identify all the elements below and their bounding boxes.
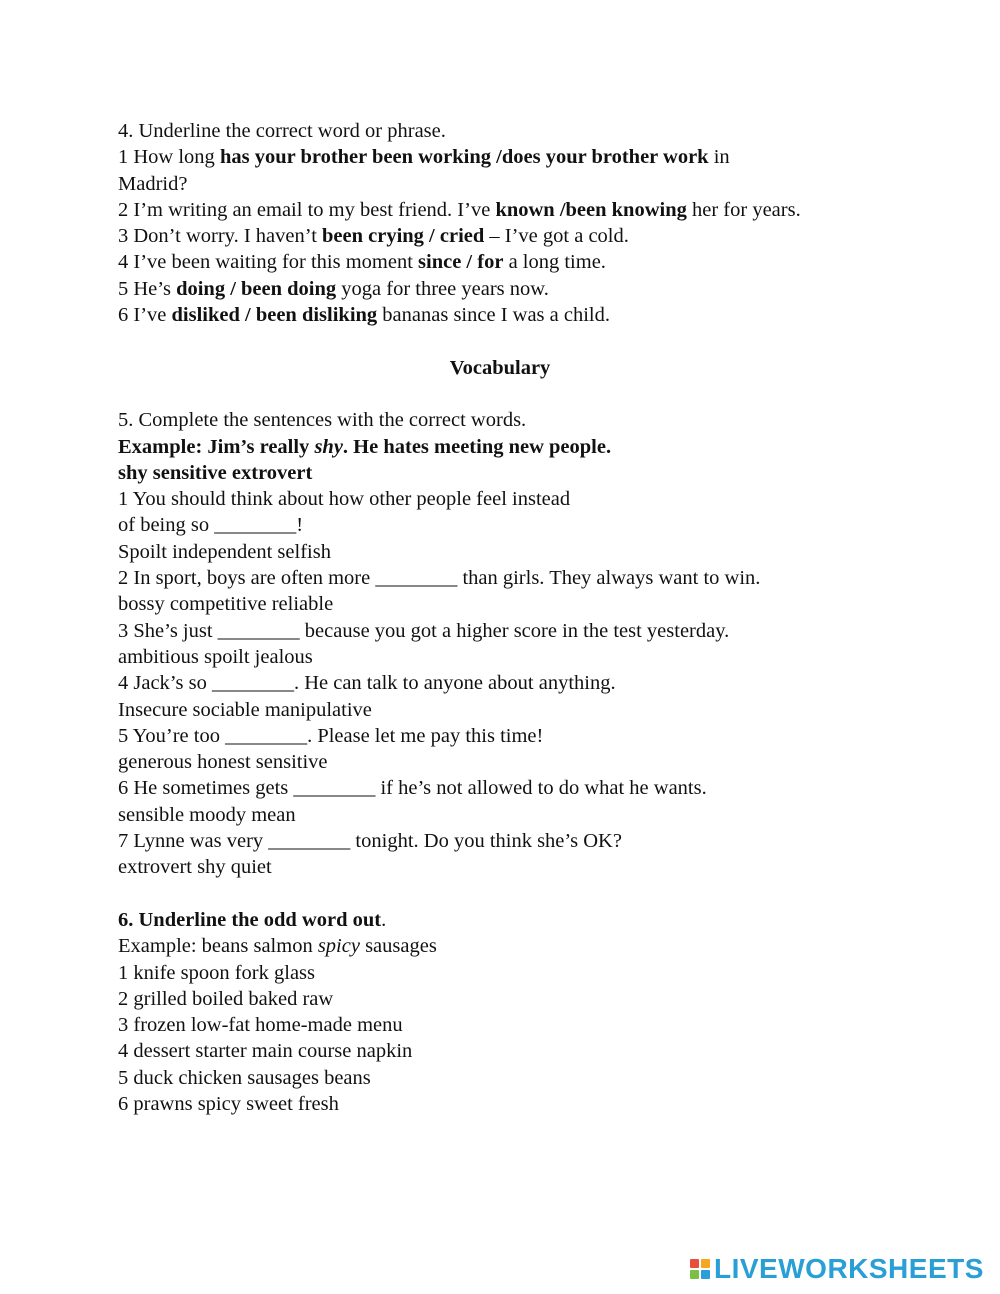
exercise-4-item-1 bbox=[118, 144, 898, 170]
example-text: Example: Jim’s really bbox=[118, 435, 315, 458]
item-text: bananas since I was a child. bbox=[377, 304, 610, 327]
item-text: 2 I’m writing an email to my best friend. I’ve bbox=[118, 198, 496, 221]
spacer bbox=[118, 328, 898, 354]
exercise-5-example bbox=[118, 434, 898, 460]
exercise-4-item-2 bbox=[118, 197, 898, 223]
item-choices[interactable]: been crying / cried bbox=[322, 225, 485, 248]
example-text: . He hates meeting new people. bbox=[342, 435, 612, 458]
exercise-6-item-1[interactable]: 1 knife spoon fork glass bbox=[118, 961, 316, 984]
exercise-5-heading: 5. Complete the sentences with the correct words. bbox=[118, 409, 527, 432]
exercise-5-item-7-options: extrovert shy quiet bbox=[118, 856, 272, 879]
item-choices[interactable]: disliked / been disliking bbox=[171, 304, 378, 327]
item-text: 4 I’ve been waiting for this moment bbox=[118, 251, 419, 274]
exercise-4-item-1-continued: Madrid? bbox=[118, 172, 188, 195]
exercise-5-item-5[interactable]: 5 You’re too ________. Please let me pay this time! bbox=[118, 724, 544, 747]
exercise-5-item-3-options: ambitious spoilt jealous bbox=[118, 645, 313, 668]
exercise-5-item-2[interactable]: 2 In sport, boys are often more ________ than girls. They always want to win. bbox=[118, 567, 761, 590]
exercise-5-item-3[interactable]: 3 She’s just ________ because you got a higher score in the test yesterday. bbox=[118, 619, 730, 642]
exercise-5-item-1: 1 You should think about how other people feel instead bbox=[118, 488, 571, 511]
exercise-6-item-5[interactable]: 5 duck chicken sausages beans bbox=[118, 1066, 371, 1089]
example-answer: spicy bbox=[317, 935, 360, 958]
item-choices[interactable]: has your brother been working /does your brother work bbox=[219, 146, 709, 169]
exercise-4-item-4 bbox=[118, 249, 898, 275]
item-text: 3 Don’t worry. I haven’t bbox=[118, 225, 323, 248]
liveworksheets-logo bbox=[690, 1254, 984, 1284]
example-answer: shy bbox=[314, 435, 343, 458]
exercise-5-item-2-options: bossy competitive reliable bbox=[118, 593, 334, 616]
exercise-5-item-6-options: sensible moody mean bbox=[118, 803, 296, 826]
item-text: yoga for three years now. bbox=[336, 277, 549, 300]
exercise-4-item-3 bbox=[118, 223, 898, 249]
item-choices[interactable]: since / for bbox=[418, 251, 504, 274]
liveworksheets-logo-icon bbox=[690, 1259, 710, 1279]
section-title-vocabulary: Vocabulary bbox=[449, 356, 551, 379]
exercise-6-example: Example: beans salmon spicy sausages bbox=[118, 935, 437, 958]
item-text: in bbox=[708, 146, 730, 169]
exercise-4-heading: 4. Underline the correct word or phrase. bbox=[118, 120, 446, 142]
item-text: 5 He’s bbox=[118, 277, 177, 300]
item-choices[interactable]: known /been knowing bbox=[495, 198, 687, 221]
exercise-5-item-7[interactable]: 7 Lynne was very ________ tonight. Do you think she’s OK? bbox=[118, 830, 622, 853]
exercise-6-item-4[interactable]: 4 dessert starter main course napkin bbox=[118, 1040, 413, 1063]
item-text: 6 I’ve bbox=[118, 304, 172, 327]
item-text: 1 How long bbox=[118, 146, 220, 169]
exercise-5-item-6[interactable]: 6 He sometimes gets ________ if he’s not allowed to do what he wants. bbox=[118, 777, 707, 800]
logo-text: LIVEWORKSHEETS bbox=[714, 1253, 984, 1284]
exercise-5-item-1-options: Spoilt independent selfish bbox=[118, 540, 331, 563]
exercise-6-item-3[interactable]: 3 frozen low-fat home-made menu bbox=[118, 1014, 403, 1037]
worksheet-page bbox=[118, 118, 898, 1117]
exercise-6-item-6[interactable]: 6 prawns spicy sweet fresh bbox=[118, 1092, 339, 1115]
exercise-6-item-2[interactable]: 2 grilled boiled baked raw bbox=[118, 987, 334, 1010]
spacer bbox=[118, 381, 898, 407]
item-text: – I’ve got a cold. bbox=[484, 225, 629, 248]
exercise-5-item-4-options: Insecure sociable manipulative bbox=[118, 698, 372, 721]
exercise-4-item-6 bbox=[118, 302, 898, 328]
exercise-5-example-options: shy sensitive extrovert bbox=[118, 461, 313, 484]
exercise-5-item-1-blank-line[interactable]: of being so ________! bbox=[118, 514, 304, 537]
exercise-5-item-4[interactable]: 4 Jack’s so ________. He can talk to anyone about anything. bbox=[118, 672, 616, 695]
item-text: a long time. bbox=[503, 251, 606, 274]
exercise-4-item-5 bbox=[118, 276, 898, 302]
exercise-5-item-5-options: generous honest sensitive bbox=[118, 751, 328, 774]
spacer bbox=[118, 881, 898, 907]
item-choices[interactable]: doing / been doing bbox=[176, 277, 337, 300]
item-text: her for years. bbox=[686, 198, 801, 221]
exercise-6-heading: 6. Underline the odd word out. bbox=[118, 908, 387, 931]
